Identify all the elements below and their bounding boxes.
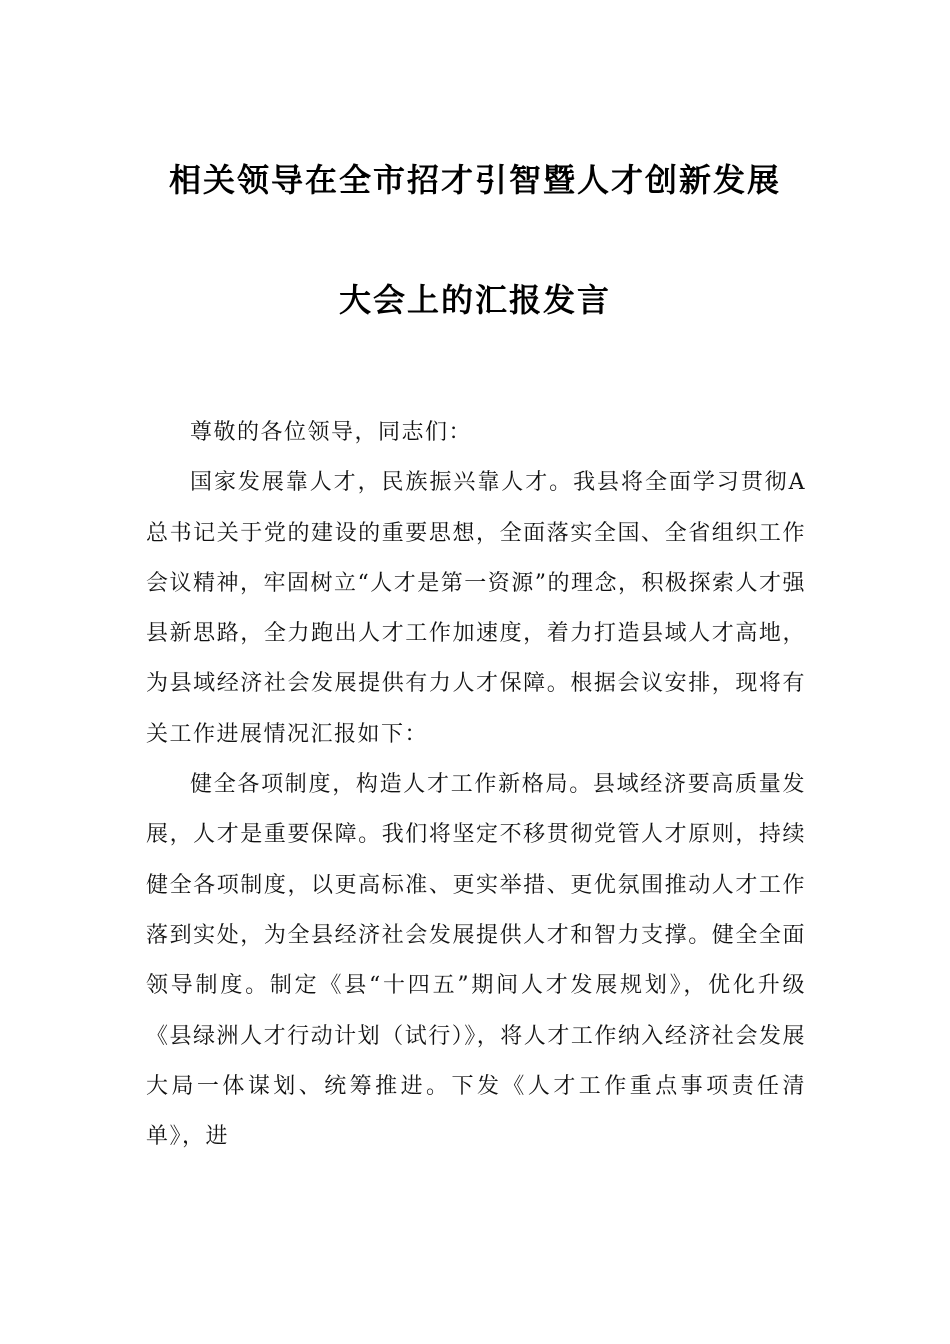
- salutation-paragraph: 尊敬的各位领导，同志们：: [190, 420, 473, 445]
- document-title-line-2: 大会上的汇报发言: [338, 281, 611, 319]
- document-body: [146, 408, 806, 1162]
- system-paragraph: 健全各项制度，构造人才工作新格局。县域经济要高质量发展，人才是重要保障。我们将坚定不移贯彻党管人才原则，持续健全各项制度，以更高标准、更实举措、更优氛围推动人才工作落到实处，为全县经济社会发展提供人才和智力支撑。健全全面领导制度。制定《县“十四五”期间人才发展规划》，优化升级《县绿洲人才行动计划（试行）》，将人才工作纳入经济社会发展大局一体谋划、统筹推进。下发《人才工作重点事项责任清单》，进: [146, 772, 806, 1150]
- intro-paragraph: 国家发展靠人才，民族振兴靠人才。我县将全面学习贯彻A总书记关于党的建设的重要思想，全面落实全国、全省组织工作会议精神，牢固树立“人才是第一资源”的理念，积极探索人才强县新思路，全力跑出人才工作加速度，着力打造县域人才高地，为县域经济社会发展提供有力人才保障。根据会议安排，现将有关工作进展情况汇报如下：: [146, 470, 806, 747]
- document-title-line-1: 相关领导在全市招才引智暨人才创新发展: [168, 161, 781, 199]
